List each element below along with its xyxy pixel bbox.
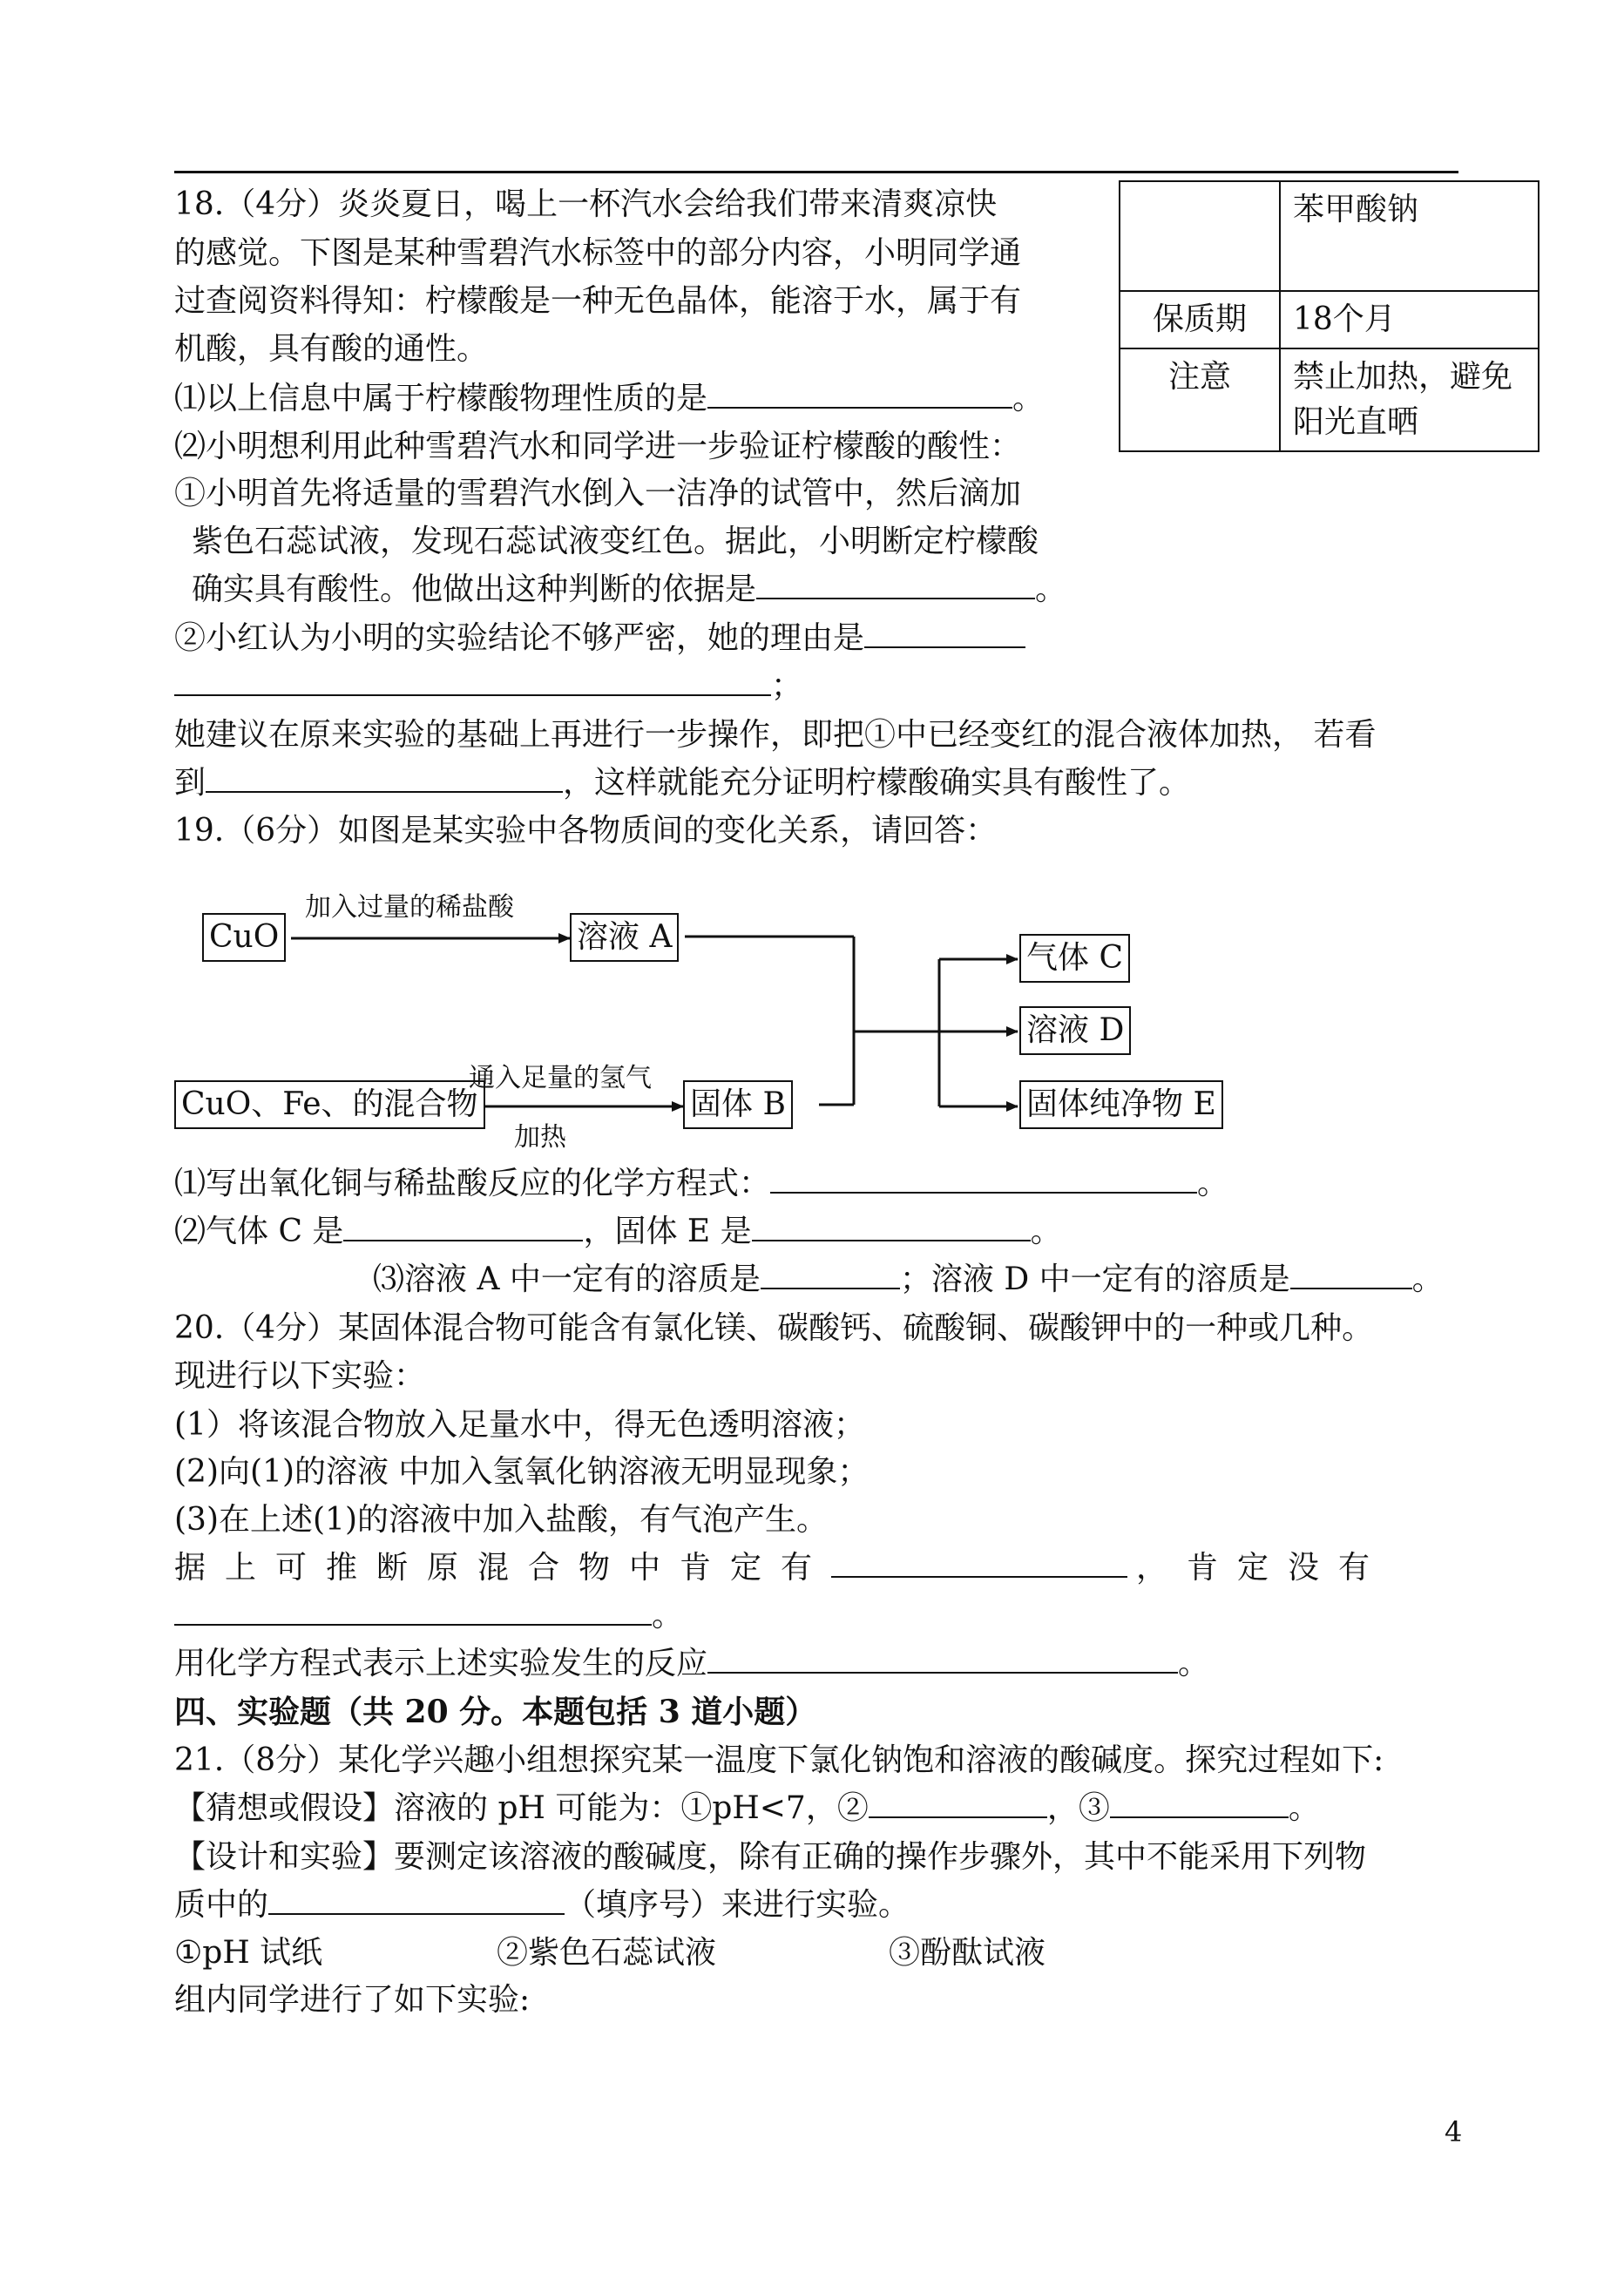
q21-design-line-2 [174,1883,910,1928]
q19-part-2-blank-b [752,1210,1031,1241]
q18-part-1-end: 。 [1012,381,1045,416]
box-solution-a: 溶液 A [570,913,679,962]
q20-line-2: 现进行以下实验： [174,1358,426,1394]
label-row-3-value-line-2: 阳光直晒 [1293,404,1419,440]
q19-part-3-text-a: ⑶溶液 A 中一定有的溶质是 [373,1261,761,1297]
q19-title: 19.（6分）如图是某实验中各物质间的变化关系，请回答： [174,813,998,849]
q21-design-text-b: （填序号）来进行实验。 [565,1887,910,1923]
q19-part-1 [174,1161,1228,1207]
q21-hypothesis-text-a: 【猜想或假设】溶液的 pH 可能为：①pH<7，② [174,1790,869,1826]
q21-line-1: 21.（8分）某化学兴趣小组想探究某一温度下氯化钠饱和溶液的酸碱度。探究过程如下: [174,1742,1384,1778]
q20-infer-text-a: 据上可推断原混合物中肯定有 [174,1550,832,1586]
q19-part-2 [174,1209,1062,1255]
q20-equation [174,1641,1209,1687]
q19-part-3-text-b: ；溶液 D 中一定有的溶质是 [899,1261,1290,1297]
q19-part-3-end: 。 [1411,1261,1444,1297]
q21-hypothesis-text-b: ，③ [1046,1790,1110,1826]
q18-step-1-line-3 [192,567,1066,612]
q21-design-line-1: 【设计和实验】要测定该溶液的酸碱度，除有正确的操作步骤外，其中不能采用下列物 [174,1839,1367,1875]
q21-option-1: ①pH 试纸 [174,1935,323,1971]
box-solid-e: 固体纯净物 E [1019,1080,1223,1129]
q18-line-1: 18.（4分）炎炎夏日，喝上一杯汽水会给我们带来清爽凉快 [174,186,998,222]
label-row-2-key: 保质期 [1120,291,1280,348]
q18-step-2-blank-b [174,665,771,696]
q18-part-2: ⑵小明想利用此种雪碧汽水和同学进一步验证柠檬酸的酸性： [174,429,1022,464]
box-solution-d: 溶液 D [1019,1006,1131,1055]
q19-part-3 [373,1257,1444,1302]
q18-step-2-blank-a [864,617,1025,648]
q19-part-2-blank-a [343,1210,583,1241]
label-row-1-value: 苯甲酸钠 [1280,181,1539,291]
label-row-3-key: 注意 [1120,348,1280,451]
label-row-1-key [1120,181,1280,291]
label-row-2 [1120,291,1539,348]
q19-part-3-blank-a [761,1258,900,1289]
q21-hypothesis-end: 。 [1288,1790,1320,1826]
q21-design-blank [268,1884,565,1915]
q20-infer-blank-b [174,1594,652,1626]
q18-line-2: 的感觉。下图是某种雪碧汽水标签中的部分内容，小明同学通 [174,235,1022,271]
arrow-label-hcl: 加入过量的稀盐酸 [305,892,514,923]
q21-hypothesis-blank-a [869,1787,1047,1818]
arrow-label-heat: 加热 [514,1122,566,1153]
q18-step-2-line-2 [174,664,802,709]
q18-step-2-end: ； [771,668,803,704]
q18-line-3: 过查阅资料得知：柠檬酸是一种无色晶体，能溶于水，属于有 [174,283,1022,319]
label-row-2-value: 18个月 [1280,291,1539,348]
q20-infer-line-1 [174,1546,1389,1591]
q18-part-1 [174,376,1044,422]
q18-step-1-line-1: ①小明首先将适量的雪碧汽水倒入一洁净的试管中，然后滴加 [174,476,1022,511]
label-row-3-value [1280,348,1539,451]
q18-step-3-text-b: ，这样就能充分证明柠檬酸确实具有酸性了。 [563,765,1191,801]
q18-step-1-text: 确实具有酸性。他做出这种判断的依据是 [192,572,757,607]
q21-design-text-a: 质中的 [174,1887,269,1923]
q19-part-1-blank [770,1162,1197,1194]
q21-hypothesis-blank-b [1110,1787,1289,1818]
q18-step-1-blank [756,568,1035,599]
label-row-3-value-line-1: 禁止加热，避免 [1293,359,1513,395]
q20-exp-2: (2)向(1)的溶液 中加入氢氧化钠溶液无明显现象； [174,1454,870,1490]
q20-infer-line-2 [174,1593,683,1639]
q19-part-3-blank-b [1290,1258,1412,1289]
q18-step-2-text: ②小红认为小明的实验结论不够严密，她的理由是 [174,620,865,656]
box-cuo: CuO [202,913,286,962]
q19-part-2-text-b: ，固体 E 是 [583,1214,752,1249]
q20-equation-end: 。 [1178,1646,1210,1681]
q21-option-2: ②紫色石蕊试液 [497,1935,717,1971]
q21-option-3: ③酚酞试液 [889,1935,1046,1971]
q18-step-3-text-a: 到 [174,765,206,801]
q20-line-1: 20.（4分）某固体混合物可能含有氯化镁、碳酸钙、硫酸铜、碳酸钾中的一种或几种。 [174,1310,1374,1346]
box-solid-b: 固体 B [683,1080,793,1129]
page-number: 4 [1445,2115,1463,2148]
q18-step-1-end: 。 [1035,572,1067,607]
q18-step-3-line-1: 她建议在原来实验的基础上再进行一步操作，即把①中已经变红的混合液体加热， 若看 [174,717,1377,753]
q19-part-2-end: 。 [1030,1214,1062,1249]
label-row-1 [1120,181,1539,291]
section-4-heading: 四、实验题（共 20 分。本题包括 3 道小题） [174,1694,817,1730]
q19-part-2-text-a: ⑵气体 C 是 [174,1214,344,1249]
q18-step-3-blank [206,761,563,793]
header-rule [174,171,1458,173]
q20-infer-blank-a [831,1546,1127,1578]
q20-equation-text: 用化学方程式表示上述实验发生的反应 [174,1646,708,1681]
q21-last-line: 组内同学进行了如下实验: [174,1982,531,2018]
q18-step-3-line-2 [174,761,1190,806]
q20-exp-1: (1）将该混合物放入足量水中，得无色透明溶液； [174,1407,865,1443]
q18-line-4: 机酸，具有酸的通性。 [174,331,489,367]
q21-hypothesis [174,1786,1320,1831]
q20-infer-end: 。 [652,1598,684,1634]
box-mixture: CuO、Fe、的混合物 [174,1080,485,1129]
q20-infer-text-b: ，肯定没有 [1136,1550,1390,1586]
box-gas-c: 气体 C [1019,934,1130,983]
arrow-label-hydrogen: 通入足量的氢气 [469,1063,652,1093]
q20-equation-blank [707,1642,1178,1674]
q18-step-1-line-2: 紫色石蕊试液，发现石蕊试液变红色。据此，小明断定柠檬酸 [192,524,1039,559]
q18-part-1-blank [707,377,1012,409]
q19-part-1-end: 。 [1197,1166,1229,1201]
q19-part-1-text: ⑴写出氧化铜与稀盐酸反应的化学方程式： [174,1166,771,1201]
q18-step-2-line-1 [174,616,1025,661]
label-row-3 [1120,348,1539,451]
q20-exp-3: (3)在上述(1)的溶液中加入盐酸，有气泡产生。 [174,1502,828,1538]
drink-label-table [1119,180,1539,452]
q18-part-1-text: ⑴以上信息中属于柠檬酸物理性质的是 [174,381,708,416]
